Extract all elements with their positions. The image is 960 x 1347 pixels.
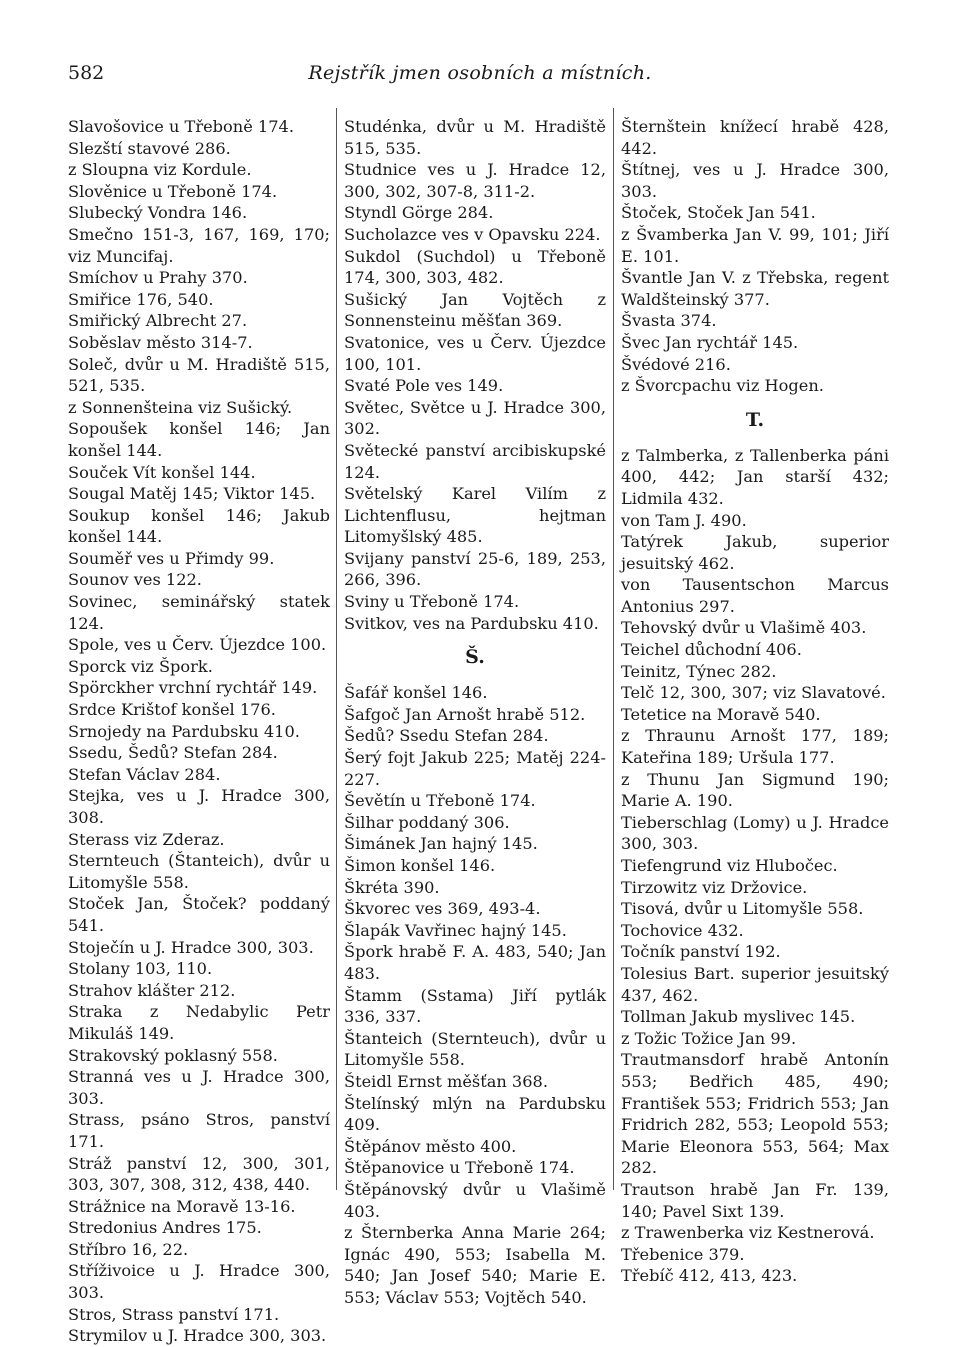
index-entry: Štanteich (Sternteuch), dvůr u Litomyšle 558. [344,1028,606,1070]
entry-list [621,445,889,1287]
index-entry: Švasta 374. [621,311,717,331]
index-entry: Sougal Matěj 145; Viktor 145. [68,484,316,504]
index-entry: Tirzowitz viz Držovice. [621,877,808,897]
index-entry: Sporck viz Špork. [68,656,213,676]
index-entry: Sopoušek konšel 146; Jan konšel 144. [68,419,330,460]
index-entry: Stredonius Andres 175. [68,1218,262,1238]
index-entry: Soleč, dvůr u M. Hradiště 515, 521, 535. [68,354,330,396]
page-number: 582 [68,62,105,84]
index-entry: Švec Jan rychtář 145. [621,332,799,352]
index-entry: Svijany panství 25-6, 189, 253, 266, 396. [344,548,606,590]
index-entry: von Tam J. 490. [621,510,747,530]
index-entry: Stříbro 16, 22. [68,1239,189,1259]
index-entry: Stefan Václav 284. [68,764,221,784]
index-column-3 [621,116,889,1287]
index-entry: Strass, psáno Stros, panství 171. [68,1110,330,1151]
index-entry: Srdce Krištof konšel 176. [68,700,276,720]
column-divider [336,108,337,1190]
index-entry: Studénka, dvůr u M. Hradiště 515, 535. [344,117,606,158]
index-entry: Sounov ves 122. [68,570,202,590]
index-entry: Slubecký Vondra 146. [68,203,248,223]
index-entry: Srnojedy na Pardubsku 410. [68,721,300,741]
index-entry: Ševětín u Třeboně 174. [344,791,536,811]
index-column-1 [68,116,330,1347]
index-entry: Straka z Nedabylic Petr Mikuláš 149. [68,1002,330,1043]
index-entry: z Švorcpachu viz Hogen. [621,376,824,396]
index-entry: Smíchov u Prahy 370. [68,268,248,288]
index-entry: Spole, ves u Červ. Újezdce 100. [68,635,327,655]
index-entry: Tatýrek Jakub, superior jesuitský 462. [621,532,889,573]
index-entry: Stráž panství 12, 300, 301, 303, 307, 308, 312, 438, 440. [68,1153,330,1195]
index-entry: Tollman Jakub myslivec 145. [621,1007,856,1027]
index-entry: Šafgoč Jan Arnošt hrabě 512. [344,704,586,724]
index-entry: z Trawenberka viz Kestnerová. [621,1223,875,1243]
index-entry: Sukdol (Suchdol) u Třeboně 174, 300, 303, 482. [344,246,606,288]
index-entry: Ssedu, Šedů? Stefan 284. [68,743,278,763]
index-entry: z Sonnenšteina viz Sušický. [68,397,293,417]
index-entry: Šilhar poddaný 306. [344,812,510,832]
index-entry: Trautmansdorf hrabě Antonín 553; Bedřich 485, 490; František 553; Fridrich 553; Jan Fridrich 282, 553; Leopold 553; Marie Eleonora 553, 564; Max 282. [621,1050,889,1178]
index-entry: Svitkov, ves na Pardubsku 410. [344,613,599,633]
index-entry: Strážnice na Moravě 13-16. [68,1196,296,1216]
index-entry: Tetetice na Moravě 540. [621,704,821,724]
index-entry: Studnice ves u J. Hradce 12, 300, 302, 307-8, 311-2. [344,160,606,201]
index-entry: Smiřice 176, 540. [68,289,214,309]
index-entry: Tolesius Bart. superior jesuitský 437, 462. [621,963,889,1005]
index-entry: Stoječín u J. Hradce 300, 303. [68,937,314,957]
index-entry: Stolany 103, 110. [68,959,213,979]
index-entry: z Švamberka Jan V. 99, 101; Jiří E. 101. [621,224,889,266]
index-entry: Sterass viz Zderaz. [68,829,225,849]
index-entry: z Šternberka Anna Marie 264; Ignác 490, 553; Isabella M. 540; Jan Josef 540; Marie E. 553; Václav 553; Vojtěch 540. [344,1223,606,1307]
index-entry: Tieberschlag (Lomy) u J. Hradce 300, 303. [621,812,889,854]
index-entry: Telč 12, 300, 307; viz Slavatové. [621,683,886,703]
index-entry: Štěpánov město 400. [344,1136,517,1156]
index-entry: Šedů? Ssedu Stefan 284. [344,726,549,746]
entry-list [344,682,606,1308]
index-entry: Štelínský mlýn na Pardubsku 409. [344,1093,606,1135]
index-entry: Tiefengrund viz Hlubočec. [621,856,838,875]
index-entry: Stranná ves u J. Hradce 300, 303. [68,1067,330,1108]
index-entry: z Thunu Jan Sigmund 190; Marie A. 190. [621,769,889,811]
index-entry: Světelský Karel Vilím z Lichtenflusu, hejtman Litomyšlský 485. [344,484,606,547]
index-entry: Teinitz, Týnec 282. [621,661,777,681]
index-entry: Štěpanovice u Třeboně 174. [344,1158,575,1178]
index-entry: z Talmberka, z Tallenberka páni 400, 442; Jan starší 432; Lidmila 432. [621,445,889,508]
index-entry: von Tausentschon Marcus Antonius 297. [621,575,889,616]
index-entry: Sušický Jan Vojtěch z Sonnensteinu měšťan 369. [344,289,606,331]
index-entry: Spörckher vrchní rychtář 149. [68,678,318,698]
index-entry: Štoček, Stoček Jan 541. [621,203,816,223]
index-entry: Soběslav město 314-7. [68,332,253,352]
index-entry: Světec, Světce u J. Hradce 300, 302. [344,397,606,439]
page-header [0,62,960,92]
index-entry: Strahov klášter 212. [68,980,236,1000]
entry-list [344,116,606,634]
index-entry: Štěpánovský dvůr u Vlašimě 403. [344,1179,606,1221]
index-entry: Špork hrabě F. A. 483, 540; Jan 483. [344,942,606,983]
index-entry: Slezští stavové 286. [68,138,231,158]
index-entry: z Sloupna viz Kordule. [68,160,252,180]
index-entry: Soukup konšel 146; Jakub konšel 144. [68,505,330,547]
index-entry: Třebíč 412, 413, 423. [621,1266,798,1286]
index-entry: Slověnice u Třeboně 174. [68,181,278,201]
index-entry: Trautson hrabě Jan Fr. 139, 140; Pavel Sixt 139. [621,1179,889,1221]
index-entry: Smečno 151-3, 167, 169, 170; viz Muncifaj. [68,224,330,266]
index-entry: Sucholazce ves v Opavsku 224. [344,224,601,244]
index-entry: Tisová, dvůr u Litomyšle 558. [621,899,864,919]
index-entry: z Thraunu Arnošt 177, 189; Kateřina 189; Uršula 177. [621,726,889,768]
index-entry: Stoček Jan, Štoček? poddaný 541. [68,894,330,935]
index-column-2 [344,116,606,1308]
section-heading: Š. [465,646,485,669]
index-entry: Tochovice 432. [621,920,744,940]
index-entry: Svatonice, ves u Červ. Újezdce 100, 101. [344,332,606,374]
index-entry: Šlapák Vavřinec hajný 145. [344,920,567,940]
index-entry: Světecké panství arcibiskupské 124. [344,440,606,482]
index-entry: Tehovský dvůr u Vlašimě 403. [621,618,867,638]
index-entry: Sviny u Třeboně 174. [344,592,520,612]
index-entry: Teichel důchodní 406. [621,640,802,660]
index-entry: Stejka, ves u J. Hradce 300, 308. [68,786,330,827]
index-entry: Souček Vít konšel 144. [68,462,256,482]
index-entry: Třebenice 379. [621,1244,745,1264]
index-entry: Slavošovice u Třeboně 174. [68,117,294,136]
entry-list [621,116,889,397]
index-entry: Strymilov u J. Hradce 300, 303. [68,1326,327,1346]
index-entry: Svaté Pole ves 149. [344,376,504,396]
index-entry: Strakovský poklasný 558. [68,1045,278,1065]
index-entry: Švantle Jan V. z Třebska, regent Waldšteinský 377. [621,268,889,309]
index-entry: Stros, Strass panství 171. [68,1304,280,1324]
index-entry: Šimon konšel 146. [344,856,496,875]
section-heading: T. [745,408,765,431]
index-entry: Štítnej, ves u J. Hradce 300, 303. [621,160,889,201]
index-entry: Styndl Görge 284. [344,203,494,223]
index-entry: Stříživoice u J. Hradce 300, 303. [68,1261,330,1303]
index-entry: Šteidl Ernst měšťan 368. [344,1071,548,1091]
index-entry: Štamm (Sstama) Jiří pytlák 336, 337. [344,985,606,1027]
running-title: Rejstřík jmen osobních a místních. [308,62,652,84]
index-entry: Souměř ves u Přimdy 99. [68,548,275,568]
index-entry: Škréta 390. [344,877,440,897]
index-entry: Šafář konšel 146. [344,683,488,703]
index-entry: z Tožic Tožice Jan 99. [621,1028,797,1048]
entry-list [68,116,330,1347]
index-entry: Švédové 216. [621,354,731,374]
index-entry: Šerý fojt Jakub 225; Matěj 224-227. [344,748,606,789]
column-divider [613,108,614,1190]
index-entry: Sovinec, seminářský statek 124. [68,592,330,633]
index-entry: Sternteuch (Štanteich), dvůr u Litomyšle 558. [68,851,330,892]
index-entry: Šternštein knížecí hrabě 428, 442. [621,117,889,158]
index-entry: Škvorec ves 369, 493-4. [344,899,541,919]
index-entry: Točník panství 192. [621,942,781,962]
index-entry: Smiřický Albrecht 27. [68,311,248,331]
index-entry: Šimánek Jan hajný 145. [344,834,538,854]
